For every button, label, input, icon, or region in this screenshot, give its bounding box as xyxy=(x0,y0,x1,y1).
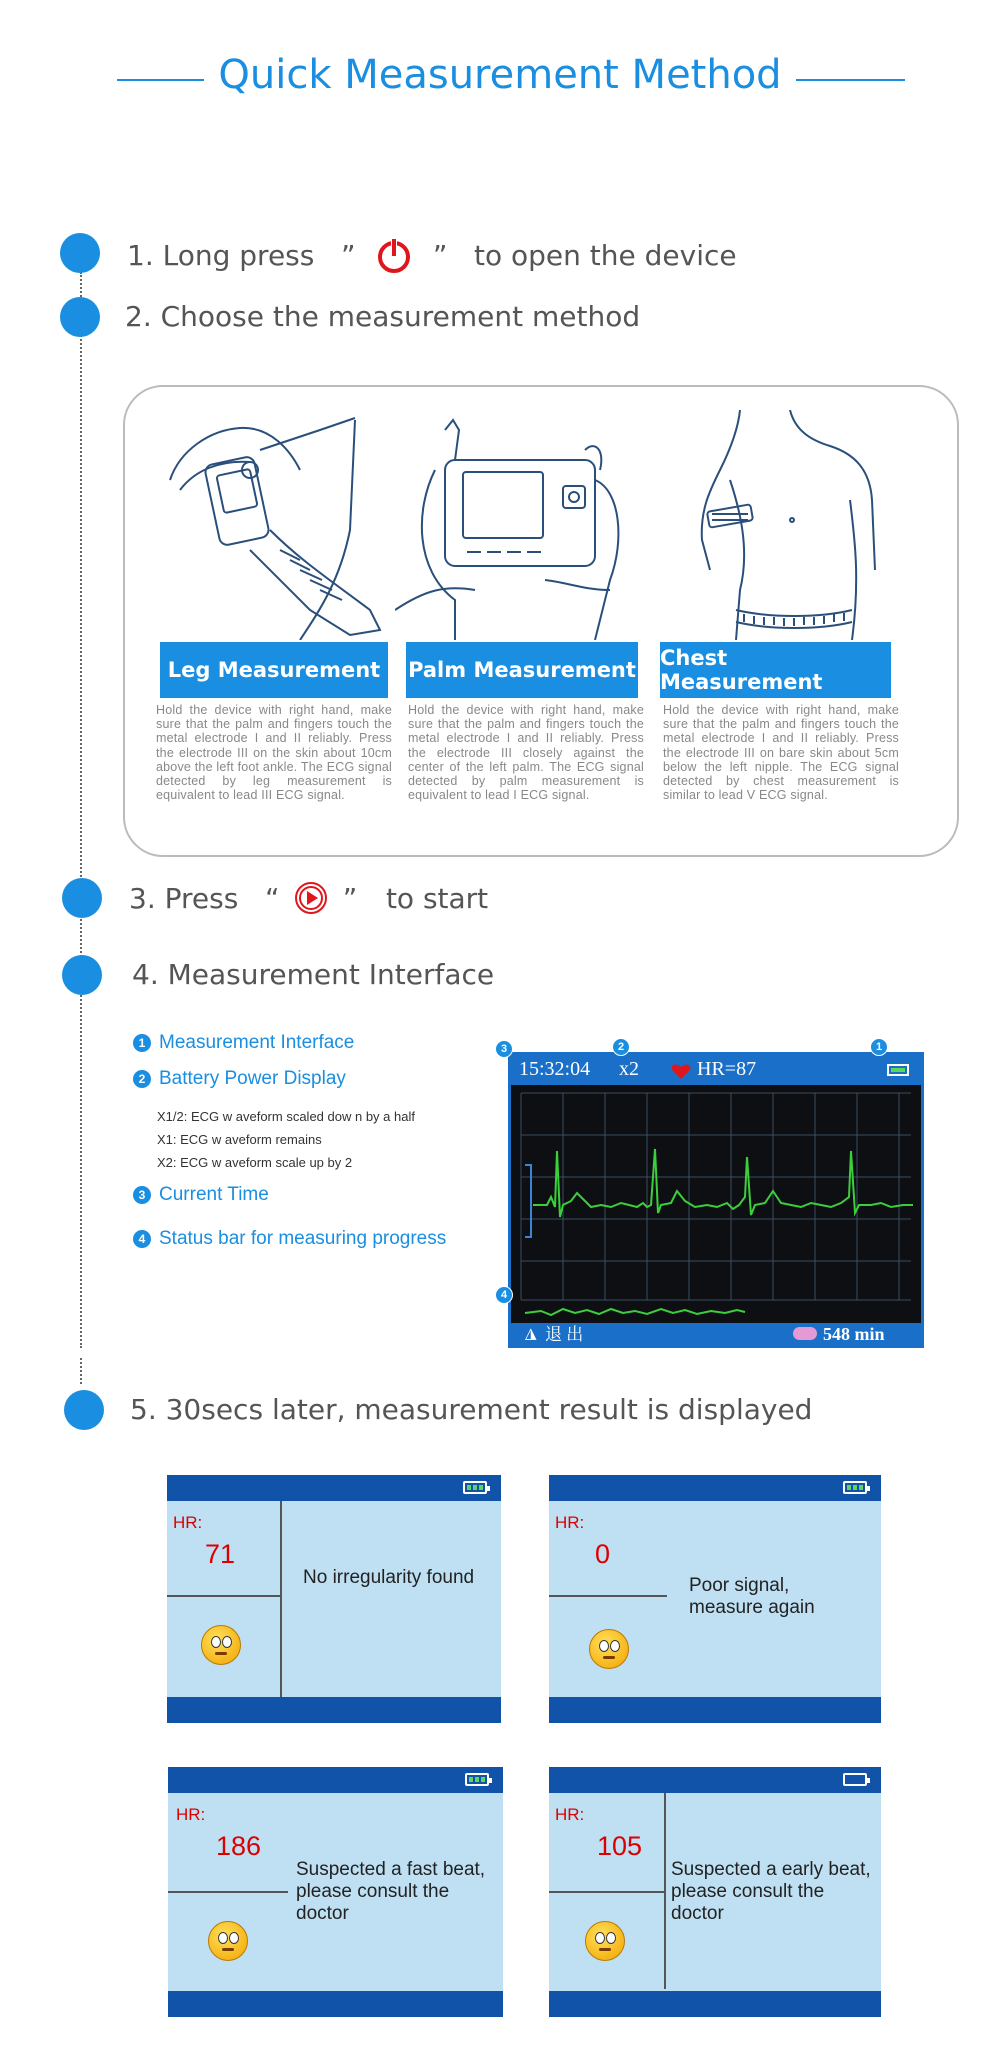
panel-top-bar xyxy=(168,1767,503,1793)
panel-divider-h xyxy=(168,1891,288,1893)
panel-top-bar xyxy=(549,1767,881,1793)
zoom-note-1: X1/2: ECG w aveform scaled dow n by a half xyxy=(157,1109,415,1124)
panel-divider-h xyxy=(549,1595,667,1597)
step-1-dot xyxy=(60,233,100,273)
zoom-note-3: X2: ECG w aveform scale up by 2 xyxy=(157,1155,353,1170)
panel-bottom-bar xyxy=(549,1697,881,1723)
result-message: Poor signal, measure again xyxy=(689,1575,815,1618)
ecg-badge-2: 2 xyxy=(612,1038,630,1056)
step-5-dot xyxy=(64,1390,104,1430)
hr-value: 71 xyxy=(205,1539,236,1569)
progress-indicator-icon xyxy=(793,1327,817,1340)
heart-icon xyxy=(671,1062,691,1080)
panel-bottom-bar xyxy=(549,1991,881,2017)
step-4: 4. Measurement Interface xyxy=(132,958,495,991)
leg-measurement-description: Hold the device with right hand, make sure that the palm and fingers touch the metal electrode I and II reliably. Press the electrode III on the skin about 10cm above the left foot ankle. The ECG signal detected by leg measurement is equivalent to lead III ECG signal. xyxy=(156,703,392,803)
chest-measurement-illustration xyxy=(680,410,920,640)
timeline-line xyxy=(80,272,82,1348)
ecg-current-time: 15:32:04 xyxy=(519,1058,591,1080)
battery-icon xyxy=(843,1481,867,1494)
progress-trace xyxy=(525,1309,745,1315)
timeline-line-2 xyxy=(80,1358,82,1384)
hr-label: HR: xyxy=(173,1513,203,1532)
panel-bottom-bar xyxy=(168,1991,503,2017)
result-panel-2 xyxy=(549,1475,881,1723)
step-3-dot xyxy=(62,878,102,918)
legend-text-3: Current Time xyxy=(159,1184,269,1205)
legend-item-2 xyxy=(133,1068,346,1090)
step-3-open-quote: “ xyxy=(264,882,280,915)
hr-label: HR: xyxy=(555,1513,585,1532)
chest-measurement-heading: Chest Measurement xyxy=(660,642,891,698)
step-1-close-quote: ” xyxy=(432,239,448,272)
hr-value: 0 xyxy=(595,1539,611,1569)
palm-measurement-description: Hold the device with right hand, make sure that the palm and fingers touch the metal electrode I and II reliably. Press the electrode III closely against the center of the left palm. The ECG signal detected by palm measurement is equivalent to lead I ECG signal. xyxy=(408,703,644,803)
ecg-badge-4: 4 xyxy=(495,1286,513,1304)
hr-value: 105 xyxy=(597,1831,643,1861)
legend-text-1: Measurement Interface xyxy=(159,1032,355,1053)
step-1-text-after: to open the device xyxy=(473,239,737,272)
palm-measurement-illustration xyxy=(395,410,635,640)
panel-top-bar xyxy=(167,1475,501,1501)
panel-divider xyxy=(280,1501,282,1697)
zoom-note-2: X1: ECG w aveform remains xyxy=(157,1132,322,1147)
hr-label: HR: xyxy=(176,1805,206,1824)
ecg-heart-rate: HR=87 xyxy=(697,1058,757,1080)
result-message: Suspected a fast beat, please consult the doctor xyxy=(296,1859,486,1924)
leg-measurement-heading: Leg Measurement xyxy=(160,642,388,698)
panel-divider-h xyxy=(167,1595,282,1597)
battery-icon xyxy=(465,1773,489,1786)
ecg-remaining-time: 548 min xyxy=(823,1324,885,1344)
legend-number-1: 1 xyxy=(133,1034,151,1052)
result-panel-3 xyxy=(168,1767,503,2017)
ecg-exit-label[interactable]: 退 出 xyxy=(545,1325,584,1344)
panel-bottom-bar xyxy=(167,1697,501,1723)
sad-face-icon xyxy=(585,1921,625,1961)
battery-icon xyxy=(463,1481,487,1494)
step-4-dot xyxy=(62,955,102,995)
ecg-battery-icon xyxy=(887,1064,909,1076)
exit-icon: ◮ xyxy=(525,1325,537,1342)
step-3-text: 3. Press xyxy=(129,882,239,915)
legend-text-2: Battery Power Display xyxy=(159,1068,346,1089)
legend-number-3: 3 xyxy=(133,1186,151,1204)
legend-number-2: 2 xyxy=(133,1070,151,1088)
ecg-grid-and-trace xyxy=(511,1055,921,1345)
legend-item-4 xyxy=(133,1228,446,1250)
step-3-text-after: to start xyxy=(385,882,489,915)
result-message: No irregularity found xyxy=(303,1567,475,1588)
palm-measurement-heading: Palm Measurement xyxy=(406,642,638,698)
neutral-face-icon xyxy=(589,1629,629,1669)
ecg-measurement-screen xyxy=(508,1052,924,1348)
step-3-close-quote: ” xyxy=(342,882,358,915)
chest-measurement-description: Hold the device with right hand, make sure that the palm and fingers touch the metal electrode I and II reliably. Press the electrode III on bare skin about 5cm below the left nipple. The ECG signal detected by chest measurement is similar to lead V ECG signal. xyxy=(663,703,899,803)
step-1 xyxy=(127,236,737,274)
ecg-trace xyxy=(533,1149,913,1217)
hr-value: 186 xyxy=(216,1831,262,1861)
step-2-dot xyxy=(60,297,100,337)
sad-face-icon xyxy=(208,1921,248,1961)
result-panel-4 xyxy=(549,1767,881,2017)
ecg-badge-1: 1 xyxy=(870,1038,888,1056)
legend-number-4: 4 xyxy=(133,1230,151,1248)
result-panel-1 xyxy=(167,1475,501,1723)
panel-top-bar xyxy=(549,1475,881,1501)
legend-text-4: Status bar for measuring progress xyxy=(159,1228,447,1249)
play-icon xyxy=(294,881,328,915)
legend-item-1 xyxy=(133,1032,354,1054)
result-message: Suspected a early beat, please consult the doctor xyxy=(671,1859,871,1924)
step-2: 2. Choose the measurement method xyxy=(125,300,641,333)
step-3 xyxy=(129,881,488,915)
step-1-text: 1. Long press xyxy=(127,239,315,272)
legend-item-3 xyxy=(133,1184,269,1206)
hr-label: HR: xyxy=(555,1805,585,1824)
step-1-open-quote: ” xyxy=(341,239,356,272)
step-5: 5. 30secs later, measurement result is displayed xyxy=(130,1393,813,1426)
battery-icon xyxy=(843,1773,867,1786)
leg-measurement-illustration xyxy=(150,410,390,640)
panel-divider-h xyxy=(549,1891,666,1893)
ecg-zoom-level: x2 xyxy=(619,1058,639,1080)
smiley-face-icon xyxy=(201,1625,241,1665)
page-title: Quick Measurement Method xyxy=(0,52,1000,98)
power-icon xyxy=(376,236,412,274)
ecg-badge-3: 3 xyxy=(495,1040,513,1058)
